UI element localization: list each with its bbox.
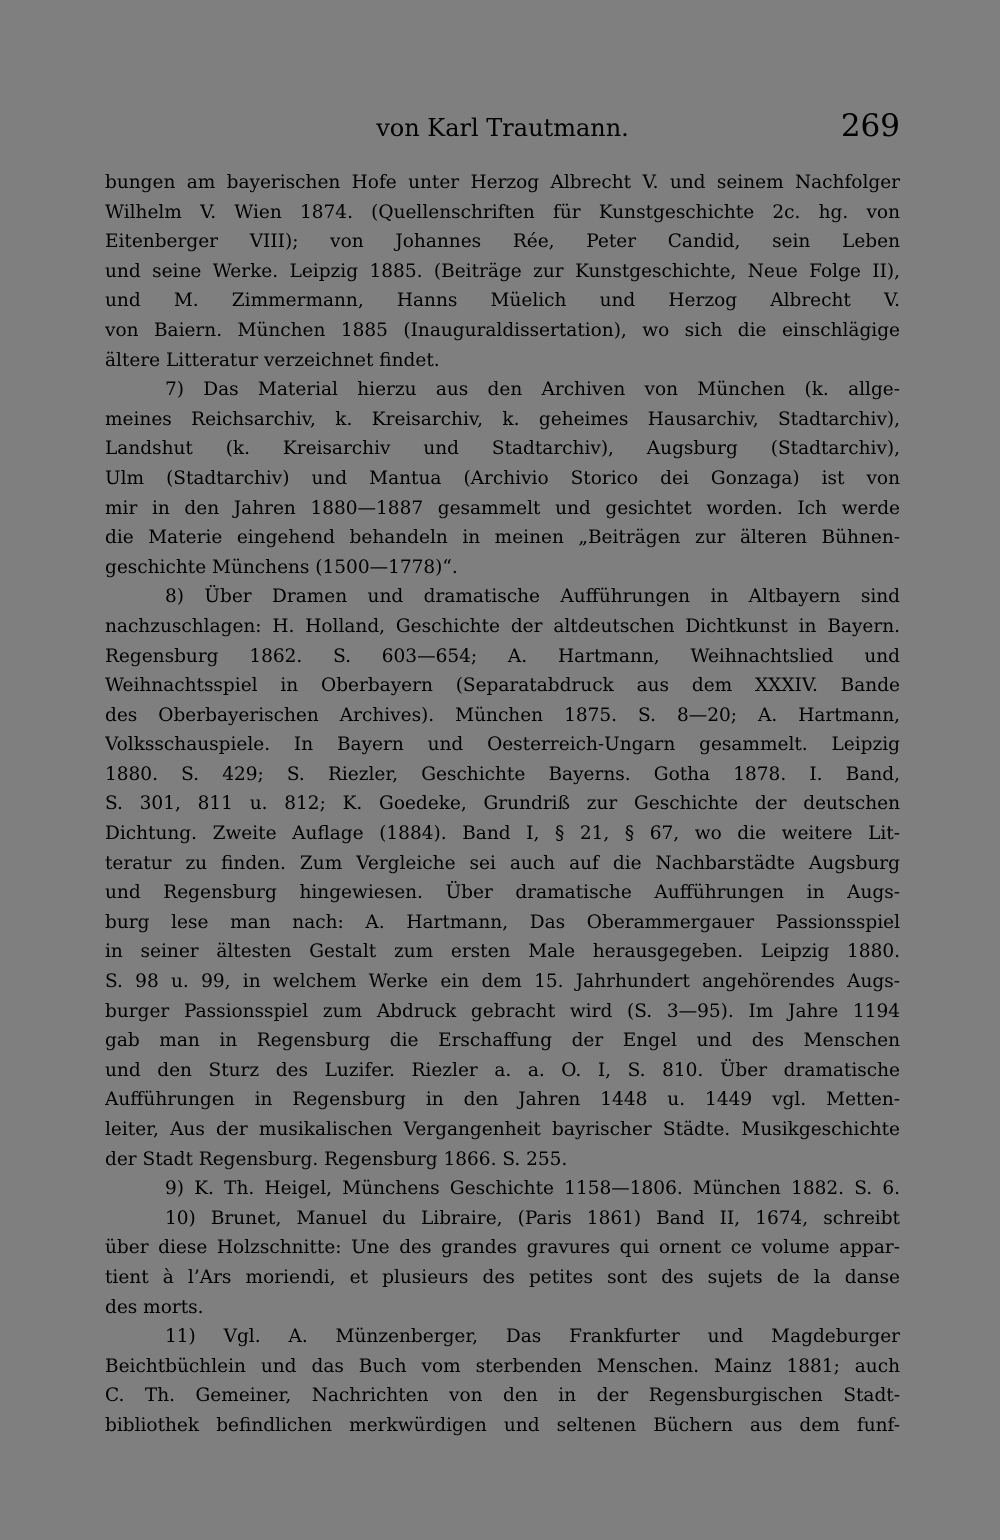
text-line: die Materie eingehend behandeln in meinen „Beiträgen zur älteren Bühnen- [105, 527, 900, 549]
text-line: des Oberbayerischen Archives). München 1875. S. 8—20; A. Hartmann, [105, 704, 900, 726]
text-line: burger Passionsspiel zum Abdruck gebracht wird (S. 3—95). Im Jahre 1194 [105, 1000, 900, 1022]
text-line: über diese Holzschnitte: Une des grandes gravures qui ornent ce volume appar- [105, 1237, 900, 1259]
footnote-9: 9) K. Th. Heigel, Münchens Geschichte 1158—1806. München 1882. S. 6. [165, 1178, 900, 1200]
text-line: tient à l’Ars moriendi, et plusieurs des petites sont des sujets de la danse [105, 1266, 900, 1288]
text-line: Aufführungen in Regensburg in den Jahren 1448 u. 1449 vgl. Metten- [105, 1089, 900, 1111]
footnote-10-start: 10) Brunet, Manuel du Libraire, (Paris 1861) Band II, 1674, schreibt [165, 1207, 900, 1229]
running-title: von Karl Trautmann. [376, 114, 629, 142]
running-head [105, 108, 900, 148]
text-line: mir in den Jahren 1880—1887 gesammelt und gesichtet worden. Ich werde [105, 497, 900, 519]
text-line: burg lese man nach: A. Hartmann, Das Oberammergauer Passionsspiel [105, 911, 900, 933]
text-line: Landshut (k. Kreisarchiv und Stadtarchiv), Augsburg (Stadtarchiv), [105, 438, 900, 460]
text-line: Dichtung. Zweite Auflage (1884). Band I, § 21, § 67, wo die weitere Lit- [105, 823, 900, 845]
text-line: Weihnachtsspiel in Oberbayern (Separatabdruck aus dem XXXIV. Bande [105, 675, 900, 697]
page-number: 269 [840, 108, 900, 144]
text-line: Regensburg 1862. S. 603—654; A. Hartmann, Weihnachtslied und [105, 645, 900, 667]
text-line: Eitenberger VIII); von Johannes Rée, Peter Candid, sein Leben [105, 231, 900, 253]
text-line: und den Sturz des Luzifer. Riezler a. a. O. I, S. 810. Über dramatische [105, 1059, 900, 1081]
text-line: Wilhelm V. Wien 1874. (Quellenschriften für Kunstgeschichte 2c. hg. von [105, 201, 900, 223]
text-line: und seine Werke. Leipzig 1885. (Beiträge zur Kunstgeschichte, Neue Folge II), [105, 260, 900, 282]
footnote-8-start: 8) Über Dramen und dramatische Aufführungen in Altbayern sind [165, 586, 900, 608]
footnote-7-start: 7) Das Material hierzu aus den Archiven von München (k. allge- [165, 379, 900, 401]
text-line: 1880. S. 429; S. Riezler, Geschichte Bayerns. Gotha 1878. I. Band, [105, 763, 900, 785]
text-line: gab man in Regensburg die Erschaffung der Engel und des Menschen [105, 1030, 900, 1052]
footnote-11-start: 11) Vgl. A. Münzenberger, Das Frankfurter und Magdeburger [165, 1326, 900, 1348]
text-line: geschichte Münchens (1500—1778)“. [105, 556, 458, 578]
text-line: der Stadt Regensburg. Regensburg 1866. S. 255. [105, 1148, 568, 1170]
text-line: Beichtbüchlein und das Buch vom sterbenden Menschen. Mainz 1881; auch [105, 1355, 900, 1377]
text-line: Volksschauspiele. In Bayern und Oesterreich-Ungarn gesammelt. Leipzig [105, 734, 900, 756]
text-line: meines Reichsarchiv, k. Kreisarchiv, k. geheimes Hausarchiv, Stadtarchiv), [105, 408, 900, 430]
text-line: S. 98 u. 99, in welchem Werke ein dem 15. Jahrhundert angehörendes Augs- [105, 971, 900, 993]
text-line: und Regensburg hingewiesen. Über dramatische Aufführungen in Augs- [105, 882, 900, 904]
text-line: des morts. [105, 1296, 204, 1318]
text-line: und M. Zimmermann, Hanns Müelich und Herzog Albrecht V. [105, 290, 900, 312]
text-line: teratur zu finden. Zum Vergleiche sei auch auf die Nachbarstädte Augsburg [105, 852, 900, 874]
text-line: ältere Litteratur verzeichnet findet. [105, 349, 440, 371]
text-line: C. Th. Gemeiner, Nachrichten von den in der Regensburgischen Stadt- [105, 1385, 900, 1407]
text-line: von Baiern. München 1885 (Inauguraldissertation), wo sich die einschlägige [105, 319, 900, 341]
text-line: bibliothek befindlichen merkwürdigen und seltenen Büchern aus dem funf- [105, 1414, 900, 1436]
text-line: nachzuschlagen: H. Holland, Geschichte der altdeutschen Dichtkunst in Bayern. [105, 615, 900, 637]
text-line: leiter, Aus der musikalischen Vergangenheit bayrischer Städte. Musikgeschichte [105, 1119, 900, 1140]
text-line: Ulm (Stadtarchiv) und Mantua (Archivio Storico dei Gonzaga) ist von [105, 467, 900, 489]
footnote-text [105, 168, 900, 1441]
text-line: bungen am bayerischen Hofe unter Herzog Albrecht V. und seinem Nachfolger [105, 172, 900, 193]
text-line: in seiner ältesten Gestalt zum ersten Male herausgegeben. Leipzig 1880. [105, 941, 900, 963]
text-line: S. 301, 811 u. 812; K. Goedeke, Grundriß zur Geschichte der deutschen [105, 793, 900, 815]
